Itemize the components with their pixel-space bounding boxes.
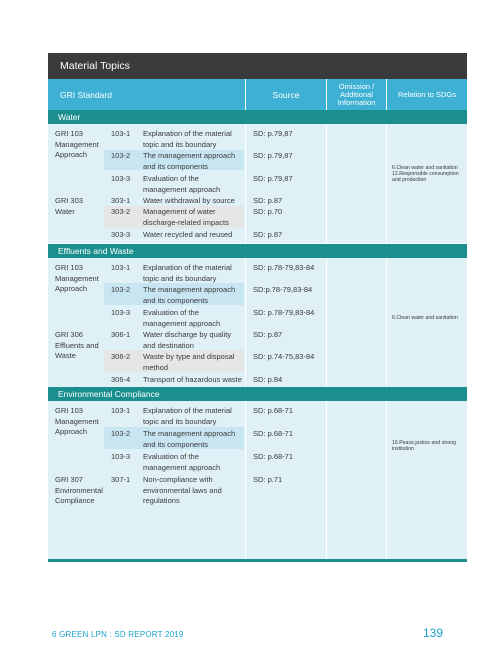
source-cell: SD: p.87 — [253, 330, 283, 339]
header-relation-sdgs: Relation to SDGs — [398, 89, 456, 99]
page-number: 139 — [423, 626, 444, 640]
source-cell: SD: p.68-71 — [253, 452, 294, 461]
code-cell: 307-1 — [111, 475, 131, 484]
footer-report-name: 6 GREEN LPN : SD REPORT 2019 — [52, 630, 184, 639]
description-cell: The management approach and its components — [143, 285, 236, 305]
sdg-relation-compliance: 16.Peace,justice and strong institution — [392, 440, 457, 452]
code-cell: 103-1 — [111, 263, 131, 272]
source-cell: SD: p.78-79,83-84 — [253, 308, 315, 317]
header-omission: Omission / Additional Information — [337, 81, 376, 107]
source-cell: SD: p.84 — [253, 375, 283, 384]
description-cell: Transport of hazardous waste — [143, 375, 242, 384]
source-cell: SD: p.79,87 — [253, 174, 293, 183]
description-cell: Explanation of the material topic and its boundary — [143, 129, 232, 149]
description-cell: The management approach and its components — [143, 151, 236, 171]
description-cell: Evaluation of the management approach — [143, 174, 221, 194]
source-cell: SD: p.71 — [253, 475, 283, 484]
section-effluents-waste: Effluents and Waste — [48, 244, 467, 258]
code-cell: 103-2 — [111, 429, 131, 438]
gri-303-water: GRI 303 Water — [55, 196, 83, 216]
section-environmental-compliance: Environmental Compliance — [48, 387, 467, 401]
table-title: Material Topics — [48, 53, 467, 79]
description-cell: Explanation of the material topic and its boundary — [143, 263, 232, 283]
gri-103-water: GRI 103 Management Approach — [55, 129, 99, 159]
source-cell: SD: p.79,87 — [253, 151, 293, 160]
description-cell: The management approach and its components — [143, 429, 236, 449]
gri-103-compliance: GRI 103 Management Approach — [55, 406, 99, 436]
source-cell: SD: p.87 — [253, 230, 283, 239]
header-gri-standard: GRI Standard — [60, 89, 112, 100]
header-source: Source — [272, 89, 300, 100]
code-cell: 306-1 — [111, 330, 131, 339]
source-cell: SD:p.78-79,83-84 — [253, 285, 313, 294]
source-cell: SD: p.74-75,83-84 — [253, 352, 315, 361]
code-cell: 303-1 — [111, 196, 131, 205]
code-cell: 103-3 — [111, 174, 131, 183]
sdg-relation-effluents: 6.Clean water and sanitation — [392, 315, 458, 321]
sdg-relation-water: 6.Clean water and sanitation 12.Responsible consumption and production — [392, 165, 459, 183]
source-cell: SD: p.68-71 — [253, 406, 294, 415]
code-cell: 306-4 — [111, 375, 131, 384]
source-cell: SD: p.78-79,83-84 — [253, 263, 315, 272]
description-cell: Management of water discharge-related impacts — [143, 207, 229, 227]
gri-103-effluents: GRI 103 Management Approach — [55, 263, 99, 293]
code-cell: 303-2 — [111, 207, 131, 216]
description-cell: Evaluation of the management approach — [143, 308, 221, 328]
source-cell: SD: p.87 — [253, 196, 283, 205]
description-cell: Water withdrawal by source — [143, 196, 235, 205]
code-cell: 103-3 — [111, 452, 131, 461]
code-cell: 303-3 — [111, 230, 131, 239]
code-cell: 103-1 — [111, 129, 131, 138]
description-cell: Explanation of the material topic and its boundary — [143, 406, 232, 426]
gri-306-effluents: GRI 306 Effluents and Waste — [55, 330, 99, 360]
code-cell: 103-1 — [111, 406, 131, 415]
code-cell: 103-2 — [111, 151, 131, 160]
description-cell: Non-compliance with environmental laws and regulations — [143, 475, 222, 505]
source-cell: SD: p.70 — [253, 207, 283, 216]
source-cell: SD: p.79,87 — [253, 129, 293, 138]
code-cell: 103-3 — [111, 308, 131, 317]
description-cell: Waste by type and disposal method — [143, 352, 235, 372]
description-cell: Evaluation of the management approach — [143, 452, 221, 472]
code-cell: 306-2 — [111, 352, 131, 361]
table-bottom-rule — [48, 559, 467, 562]
description-cell: Water discharge by quality and destination — [143, 330, 232, 350]
section-water: Water — [48, 110, 467, 124]
gri-307-compliance: GRI 307 Environmental Compliance — [55, 475, 103, 505]
description-cell: Water recycled and reused — [143, 230, 233, 239]
source-cell: SD: p.68-71 — [253, 429, 294, 438]
table-header-row — [48, 79, 467, 110]
code-cell: 103-2 — [111, 285, 131, 294]
